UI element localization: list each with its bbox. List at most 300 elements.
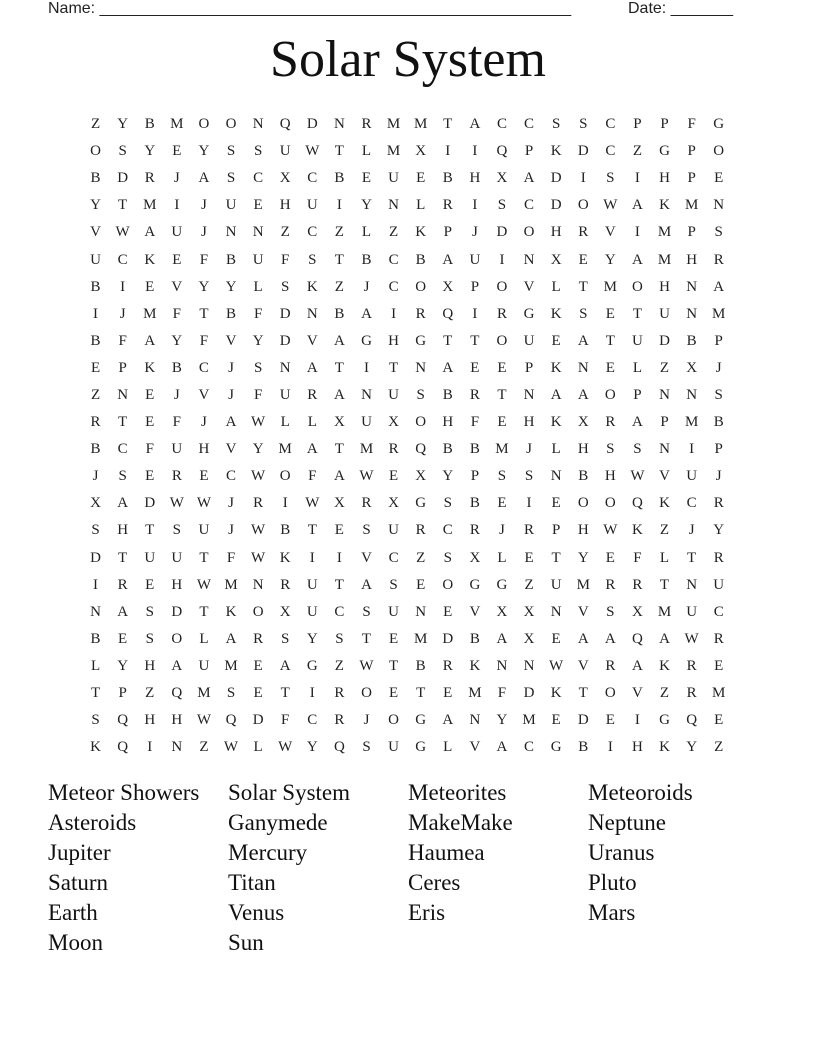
word-list-row: [48, 778, 808, 808]
grid-letter: B: [469, 630, 480, 647]
word-list-item: Neptune: [588, 810, 666, 835]
grid-letter: S: [714, 224, 723, 241]
grid-letter: I: [93, 576, 99, 593]
grid-letter: Y: [225, 278, 237, 295]
grid-letter: K: [550, 305, 562, 322]
grid-letter: L: [416, 197, 426, 214]
grid-letter: M: [224, 657, 238, 674]
grid-letter: O: [279, 468, 291, 485]
grid-letter: N: [550, 603, 562, 620]
grid-letter: V: [632, 685, 643, 702]
grid-letter: B: [578, 468, 589, 485]
grid-letter: L: [280, 414, 290, 431]
grid-letter: U: [550, 576, 562, 593]
grid-letter: E: [470, 359, 480, 376]
grid-letter: P: [687, 143, 696, 160]
grid-letter: Z: [388, 224, 399, 241]
grid-letter: O: [388, 712, 399, 729]
grid-letter: X: [550, 251, 562, 268]
grid-letter: E: [551, 712, 561, 729]
grid-letter: D: [279, 305, 291, 322]
word-list-item: Earth: [48, 900, 98, 925]
grid-letter: C: [686, 495, 697, 512]
grid-letter: D: [442, 630, 454, 647]
word-list-row: [48, 808, 808, 838]
grid-letter: I: [499, 251, 505, 268]
word-list-item: Meteor Showers: [48, 780, 200, 805]
grid-letter: M: [712, 305, 726, 322]
grid-letter: S: [281, 630, 290, 647]
word-list: [48, 778, 808, 958]
grid-letter: M: [684, 414, 699, 431]
grid-letter: B: [713, 414, 724, 431]
grid-letter: A: [361, 305, 372, 322]
grid-letter: Q: [496, 143, 508, 160]
grid-letter: Z: [714, 739, 724, 756]
grid-letter: S: [91, 712, 100, 729]
grid-letter: T: [687, 549, 697, 566]
grid-letter: H: [604, 468, 616, 485]
grid-letter: T: [659, 576, 670, 593]
grid-letter: U: [659, 305, 670, 322]
grid-letter: M: [684, 197, 699, 214]
grid-letter: S: [579, 305, 588, 322]
grid-letter: S: [253, 143, 263, 160]
grid-letter: R: [334, 712, 345, 729]
grid-letter: W: [115, 224, 130, 241]
grid-letter: X: [442, 278, 454, 295]
grid-letter: E: [551, 332, 561, 349]
grid-letter: T: [199, 603, 209, 620]
grid-letter: S: [281, 278, 290, 295]
grid-letter: V: [306, 332, 318, 349]
grid-letter: A: [171, 657, 183, 674]
grid-letter: H: [198, 441, 210, 458]
grid-letter: T: [90, 685, 101, 702]
grid-letter: N: [523, 386, 535, 403]
letter-grid: [82, 111, 742, 761]
grid-letter: V: [469, 603, 481, 620]
word-list-item: Jupiter: [48, 840, 111, 865]
grid-letter: T: [443, 116, 453, 133]
grid-letter: B: [90, 170, 101, 187]
grid-letter: M: [359, 441, 374, 458]
grid-letter: M: [386, 116, 401, 133]
word-list-item: Sun: [228, 930, 264, 955]
grid-letter: O: [577, 495, 589, 512]
grid-letter: C: [226, 468, 237, 485]
grid-letter: J: [201, 197, 207, 214]
grid-letter: Z: [659, 359, 670, 376]
grid-letter: D: [496, 224, 508, 241]
grid-letter: X: [469, 549, 481, 566]
grid-letter: G: [523, 305, 535, 322]
grid-letter: A: [333, 386, 345, 403]
grid-letter: N: [523, 251, 535, 268]
word-list-item: Meteoroids: [588, 780, 693, 805]
grid-letter: R: [605, 576, 616, 593]
grid-letter: T: [199, 549, 209, 566]
grid-row: [82, 274, 742, 301]
grid-letter: G: [469, 576, 481, 593]
grid-letter: Q: [171, 685, 183, 702]
grid-letter: U: [388, 739, 399, 756]
grid-letter: G: [415, 712, 427, 729]
grid-letter: B: [90, 630, 101, 647]
grid-letter: E: [605, 712, 615, 729]
grid-letter: E: [361, 170, 372, 187]
grid-letter: V: [577, 657, 589, 674]
grid-letter: S: [118, 143, 127, 160]
grid-letter: X: [388, 495, 399, 512]
grid-letter: U: [523, 332, 535, 349]
grid-letter: V: [90, 224, 101, 241]
word-list-item: Mars: [588, 900, 636, 925]
grid-letter: D: [279, 332, 291, 349]
grid-row: [82, 246, 742, 273]
grid-letter: K: [469, 657, 481, 674]
grid-letter: D: [90, 549, 101, 566]
grid-letter: L: [497, 549, 507, 566]
grid-letter: E: [253, 685, 263, 702]
grid-letter: B: [90, 332, 101, 349]
grid-letter: G: [713, 116, 725, 133]
grid-letter: E: [714, 657, 724, 674]
grid-letter: I: [363, 359, 369, 376]
grid-letter: J: [119, 305, 126, 322]
grid-letter: S: [362, 522, 371, 539]
grid-letter: C: [524, 197, 535, 214]
grid-letter: T: [416, 685, 426, 702]
grid-letter: T: [388, 657, 399, 674]
grid-letter: G: [415, 495, 427, 512]
grid-letter: N: [117, 386, 129, 403]
grid-letter: E: [578, 251, 588, 268]
grid-letter: Y: [306, 739, 318, 756]
grid-letter: F: [470, 414, 480, 431]
grid-letter: B: [578, 739, 589, 756]
grid-letter: A: [604, 630, 616, 647]
grid-letter: P: [714, 441, 723, 458]
grid-letter: A: [496, 739, 508, 756]
grid-letter: K: [659, 657, 670, 674]
grid-letter: F: [281, 712, 290, 729]
grid-letter: M: [657, 224, 672, 241]
grid-row: [82, 707, 742, 734]
grid-letter: W: [305, 143, 320, 160]
grid-letter: K: [144, 251, 156, 268]
grid-letter: E: [388, 630, 399, 647]
grid-letter: R: [442, 197, 453, 214]
grid-letter: X: [577, 414, 589, 431]
grid-letter: B: [442, 441, 453, 458]
grid-letter: S: [118, 468, 127, 485]
grid-letter: Q: [117, 739, 129, 756]
grid-letter: R: [524, 522, 535, 539]
grid-letter: U: [198, 657, 210, 674]
grid-letter: S: [226, 170, 236, 187]
grid-letter: A: [632, 414, 643, 431]
grid-letter: X: [415, 143, 427, 160]
grid-letter: A: [632, 197, 643, 214]
grid-letter: C: [524, 739, 535, 756]
grid-letter: O: [632, 278, 643, 295]
grid-letter: Q: [632, 630, 643, 647]
grid-letter: A: [198, 170, 210, 187]
grid-letter: A: [496, 630, 508, 647]
grid-letter: M: [522, 712, 536, 729]
grid-letter: Y: [686, 739, 698, 756]
grid-letter: N: [415, 359, 427, 376]
grid-letter: T: [334, 143, 344, 160]
grid-letter: B: [442, 386, 453, 403]
grid-letter: Y: [496, 712, 508, 729]
grid-letter: J: [715, 468, 722, 485]
grid-letter: E: [388, 468, 399, 485]
grid-letter: H: [550, 224, 562, 241]
grid-letter: Y: [361, 197, 372, 214]
grid-letter: S: [524, 468, 534, 485]
grid-row: [82, 355, 742, 382]
grid-letter: J: [228, 495, 234, 512]
grid-letter: W: [169, 495, 184, 512]
grid-letter: F: [172, 414, 181, 431]
grid-letter: K: [550, 685, 562, 702]
grid-letter: K: [659, 197, 670, 214]
grid-letter: D: [577, 712, 589, 729]
grid-letter: B: [361, 251, 372, 268]
grid-letter: J: [228, 386, 234, 403]
grid-letter: H: [279, 197, 291, 214]
grid-letter: N: [252, 576, 264, 593]
grid-letter: U: [171, 441, 183, 458]
grid-letter: G: [361, 332, 372, 349]
grid-letter: H: [117, 522, 129, 539]
grid-letter: S: [335, 630, 344, 647]
grid-letter: K: [415, 224, 427, 241]
grid-letter: N: [225, 224, 237, 241]
grid-letter: S: [633, 441, 642, 458]
grid-letter: L: [443, 739, 453, 756]
grid-letter: R: [415, 522, 426, 539]
grid-letter: H: [659, 170, 670, 187]
grid-row: [82, 734, 742, 761]
grid-letter: Q: [632, 495, 643, 512]
grid-row: [82, 599, 742, 626]
grid-row: [82, 680, 742, 707]
grid-letter: R: [171, 468, 182, 485]
grid-letter: R: [632, 576, 643, 593]
grid-letter: E: [605, 359, 615, 376]
grid-letter: Z: [334, 278, 344, 295]
word-list-row: [48, 898, 808, 928]
grid-letter: E: [497, 414, 507, 431]
grid-letter: E: [199, 468, 209, 485]
grid-letter: E: [497, 359, 507, 376]
grid-letter: S: [362, 739, 371, 756]
grid-letter: M: [414, 116, 428, 133]
grid-letter: C: [307, 712, 318, 729]
grid-letter: T: [334, 441, 344, 458]
grid-letter: M: [278, 441, 292, 458]
grid-letter: J: [173, 170, 180, 187]
grid-letter: L: [659, 549, 670, 566]
grid-letter: S: [606, 441, 615, 458]
grid-letter: E: [605, 305, 615, 322]
grid-letter: T: [307, 522, 317, 539]
grid-letter: F: [253, 386, 263, 403]
grid-letter: A: [144, 224, 156, 241]
grid-letter: F: [172, 305, 181, 322]
grid-letter: A: [523, 170, 535, 187]
word-list-item: Uranus: [588, 840, 655, 865]
grid-letter: X: [333, 414, 345, 431]
word-list-item: Solar System: [228, 780, 351, 805]
grid-letter: V: [225, 441, 237, 458]
grid-row: [82, 219, 742, 246]
word-list-item: Titan: [228, 870, 276, 895]
grid-row: [82, 382, 742, 409]
grid-letter: A: [117, 495, 129, 512]
grid-letter: N: [659, 441, 670, 458]
grid-letter: S: [172, 522, 181, 539]
grid-letter: B: [226, 251, 237, 268]
grid-letter: F: [199, 251, 209, 268]
grid-letter: J: [228, 359, 234, 376]
grid-letter: M: [657, 603, 672, 620]
grid-letter: X: [415, 468, 427, 485]
grid-row: [82, 463, 742, 490]
grid-letter: M: [712, 685, 726, 702]
grid-letter: L: [90, 657, 101, 674]
grid-letter: N: [279, 359, 291, 376]
grid-letter: I: [472, 305, 478, 322]
grid-letter: L: [307, 414, 317, 431]
grid-letter: B: [144, 116, 155, 133]
grid-letter: A: [550, 386, 562, 403]
grid-letter: R: [361, 495, 372, 512]
grid-letter: H: [144, 657, 156, 674]
grid-letter: D: [117, 170, 129, 187]
grid-letter: U: [306, 197, 318, 214]
grid-letter: M: [170, 116, 184, 133]
grid-letter: K: [659, 739, 670, 756]
grid-row: [82, 436, 742, 463]
grid-letter: V: [604, 224, 616, 241]
grid-letter: Z: [280, 224, 290, 241]
grid-letter: H: [171, 712, 183, 729]
grid-letter: P: [551, 522, 561, 539]
grid-letter: P: [118, 685, 127, 702]
grid-letter: R: [361, 116, 372, 133]
grid-letter: B: [226, 305, 237, 322]
grid-letter: P: [660, 116, 669, 133]
grid-letter: H: [144, 712, 156, 729]
grid-letter: R: [442, 657, 453, 674]
grid-letter: T: [118, 549, 128, 566]
grid-letter: C: [713, 603, 724, 620]
grid-letter: U: [361, 414, 372, 431]
grid-letter: Y: [306, 630, 318, 647]
grid-letter: I: [309, 549, 315, 566]
grid-letter: I: [634, 712, 640, 729]
grid-letter: J: [201, 414, 207, 431]
grid-letter: V: [171, 278, 183, 295]
grid-letter: I: [607, 739, 613, 756]
grid-letter: C: [605, 143, 616, 160]
grid-letter: C: [334, 603, 345, 620]
grid-letter: K: [306, 278, 318, 295]
grid-letter: J: [499, 522, 505, 539]
grid-letter: R: [713, 251, 724, 268]
grid-letter: I: [634, 170, 640, 187]
grid-letter: S: [145, 603, 154, 620]
grid-letter: W: [549, 657, 564, 674]
grid-letter: S: [579, 116, 588, 133]
grid-letter: I: [472, 197, 478, 214]
grid-letter: C: [307, 170, 318, 187]
grid-letter: W: [359, 468, 374, 485]
grid-letter: J: [471, 224, 478, 241]
grid-letter: W: [684, 630, 699, 647]
grid-letter: W: [251, 549, 266, 566]
grid-letter: U: [279, 386, 291, 403]
grid-letter: N: [388, 197, 399, 214]
grid-letter: Z: [145, 685, 155, 702]
grid-letter: A: [333, 332, 345, 349]
grid-letter: N: [252, 116, 264, 133]
word-list-item: Meteorites: [408, 780, 507, 805]
grid-letter: O: [604, 495, 616, 512]
grid-letter: E: [524, 549, 534, 566]
grid-letter: C: [605, 116, 616, 133]
grid-letter: M: [495, 441, 509, 458]
grid-letter: E: [443, 603, 453, 620]
grid-letter: Y: [713, 522, 725, 539]
grid-letter: T: [334, 576, 344, 593]
grid-letter: S: [145, 630, 154, 647]
grid-letter: B: [442, 170, 453, 187]
grid-letter: A: [659, 630, 670, 647]
grid-letter: S: [714, 386, 723, 403]
grid-letter: Y: [577, 549, 589, 566]
grid-letter: W: [223, 739, 239, 756]
grid-letter: T: [443, 332, 453, 349]
grid-letter: A: [361, 576, 372, 593]
grid-letter: F: [145, 441, 154, 458]
grid-letter: E: [416, 576, 426, 593]
grid-letter: O: [361, 685, 372, 702]
grid-letter: R: [117, 576, 128, 593]
grid-letter: K: [144, 359, 156, 376]
grid-letter: S: [389, 576, 398, 593]
grid-letter: E: [714, 712, 724, 729]
grid-letter: S: [497, 197, 507, 214]
grid-letter: V: [577, 603, 589, 620]
grid-letter: N: [713, 197, 725, 214]
grid-letter: I: [309, 685, 315, 702]
grid-letter: R: [307, 386, 318, 403]
grid-letter: R: [280, 576, 291, 593]
page-title: Solar System: [270, 31, 546, 88]
grid-letter: O: [713, 143, 725, 160]
grid-letter: L: [361, 224, 372, 241]
grid-letter: N: [686, 576, 698, 593]
grid-letter: S: [362, 603, 371, 620]
grid-letter: E: [334, 522, 344, 539]
grid-letter: D: [577, 143, 589, 160]
grid-letter: O: [198, 116, 210, 133]
